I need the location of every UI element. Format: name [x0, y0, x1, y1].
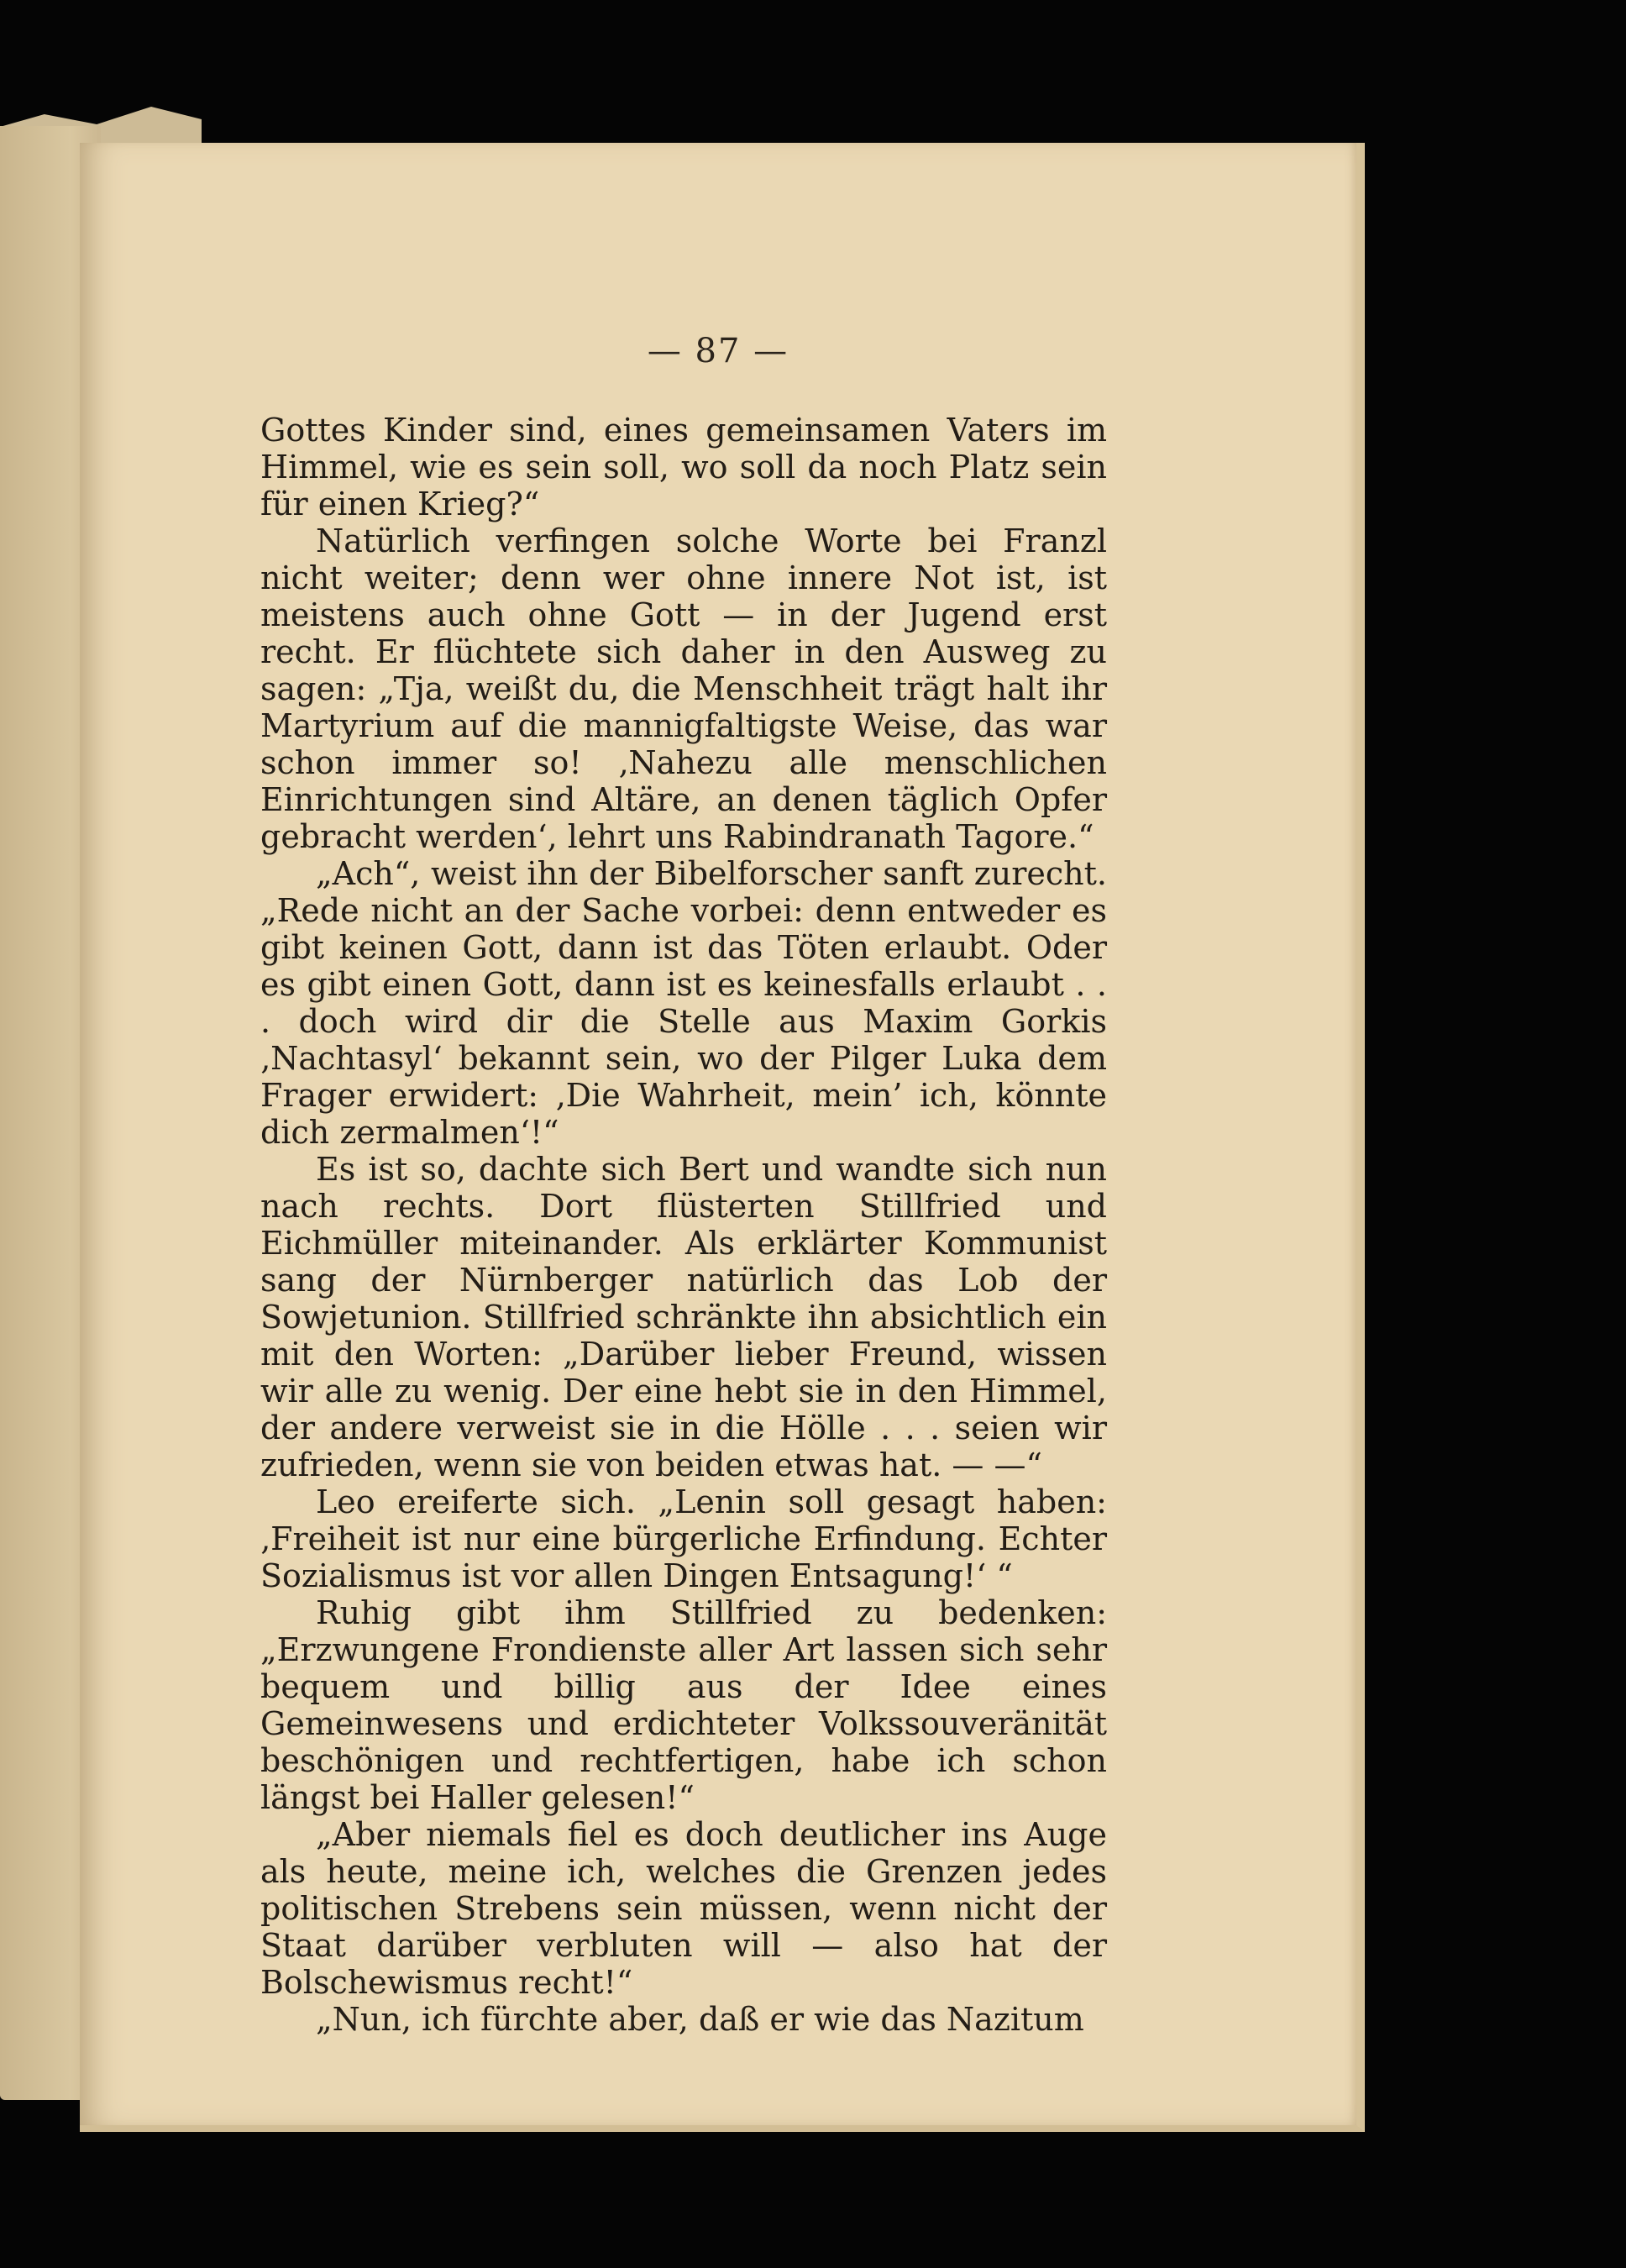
paragraph-1: Gottes Kinder sind, eines gemeinsamen Vaters im Himmel, wie es sein soll, wo soll da noch Platz sein für einen Krieg?“ [260, 412, 1107, 522]
page-number: — 87 — [647, 332, 789, 370]
paragraph-5: Leo ereiferte sich. „Lenin soll gesagt haben: ‚Freiheit ist nur eine bürgerliche Erfindung. Echter Sozialismus ist vor allen Dingen Entsagung!‘ “ [260, 1483, 1107, 1594]
paragraph-7: „Aber niemals fiel es doch deutlicher ins Auge als heute, meine ich, welches die Grenzen jedes politischen Strebens sein müssen, wenn nicht der Staat darüber verbluten will — also hat der Bolschewismus recht!“ [260, 1816, 1107, 2001]
paragraph-2: Natürlich verfingen solche Worte bei Franzl nicht weiter; denn wer ohne innere Not ist, ist meistens auch ohne Gott — in der Jugend erst recht. Er flüchtete sich daher in den Ausweg zu sagen: „Tja, weißt du, die Menschheit trägt halt ihr Martyrium auf die mannigfaltigste Weise, das war schon immer so! ‚Nahezu alle menschlichen Einrichtungen sind Altäre, an denen täglich Opfer gebracht werden‘, lehrt uns Rabindranath Tagore.“ [260, 522, 1107, 855]
paragraph-4: Es ist so, dachte sich Bert und wandte sich nun nach rechts. Dort flüsterten Stillfried und Eichmüller miteinander. Als erklärter Kommunist sang der Nürnberger natürlich das Lob der Sowjetunion. Stillfried schränkte ihn absichtlich ein mit den Worten: „Darüber lieber Freund, wissen wir alle zu wenig. Der eine hebt sie in den Himmel, der andere verweist sie in die Hölle . . . seien wir zufrieden, wenn sie von beiden etwas hat. — —“ [260, 1151, 1107, 1483]
paragraph-8: „Nun, ich fürchte aber, daß er wie das Nazitum [316, 2001, 1084, 2038]
page-body-text [260, 412, 1107, 2038]
paragraph-3: „Ach“, weist ihn der Bibelforscher sanft zurecht. „Rede nicht an der Sache vorbei: denn entweder es gibt keinen Gott, dann ist das Töten erlaubt. Oder es gibt einen Gott, dann ist es keinesfalls erlaubt . . . doch wird dir die Stelle aus Maxim Gorkis ‚Nachtasyl‘ bekannt sein, wo der Pilger Luka dem Frager erwidert: ‚Die Wahrheit, mein’ ich, könnte dich zermalmen‘!“ [260, 855, 1107, 1151]
paragraph-6: Ruhig gibt ihm Stillfried zu bedenken: „Erzwungene Frondienste aller Art lassen sich sehr bequem und billig aus der Idee eines Gemeinwesens und erdichteter Volkssouveränität beschönigen und rechtfertigen, habe ich schon längst bei Haller gelesen!“ [260, 1594, 1107, 1816]
